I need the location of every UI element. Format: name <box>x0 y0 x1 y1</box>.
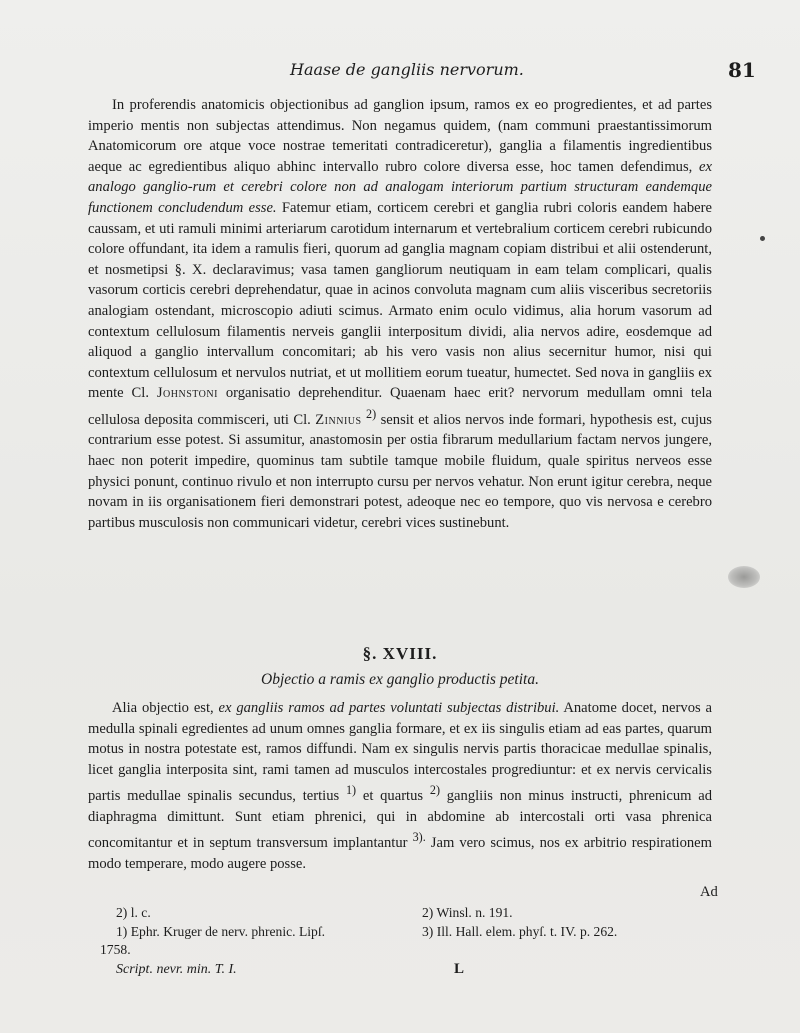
p2-text-d: gangliis non minus instructi, phrenicum ad diaphragma dimittunt. Sunt etiam phrenici, qui in abdomine ab intercostali orti vasa phrenica concomitantur et in septum transversum implantantur <box>88 788 712 852</box>
p1-name-johnstoni: Johnstoni <box>156 385 218 402</box>
paragraph-2-text <box>88 698 712 874</box>
p1-text-a: In proferendis anatomicis objectionibus ad ganglion ipsum, ramos ex eo progredientes, et ad partes imperio mentis non subjectas attendimus. Non negamus quidem, (nam communi praestantissimorum Anatomicorum ore atque voce nostrae temeritati contradiceretur), ganglia a filamentis ingredientibus aeque ac egredientibus aliquo abhinc intervallo rubro colore diversa esse, hoc tamen defendimus, <box>88 97 712 175</box>
paragraph-1-text <box>88 95 712 533</box>
p1-name-zinnius: Zinnius <box>315 411 362 428</box>
p2-footnote-ref-1: 1) <box>345 783 357 798</box>
footnote-left-1: 2) l. c. <box>116 905 151 920</box>
section-subtitle: Objectio a ramis ex ganglio productis petita. <box>261 671 539 688</box>
p2-text-e: Jam vero scimus, nos ex arbitrio respirationem modo temperare, modo augere posse. <box>88 835 713 872</box>
p2-italic-thesis: ex gangliis ramos ad partes voluntati subjectas distribui. <box>218 700 560 716</box>
signature-line: Script. nevr. min. T. I. <box>116 962 237 977</box>
p1-text-d: sensit et alios nervos inde formari, hypothesis est, cujus contrarium esse potest. Si assumitur, anastomosin per ostia fibrarum medullarium factam nervos jungere, haec non poterit impedire, quominus tam subtile tamque mobile fluidum, quale spiritus nerveos esse physici ponunt, continuo rivulo et non interrupto cursu per nervos vehatur. Non erunt igitur cerebra, neque novam in iis organisationem fieri demonstrari potest, adeoque nec eo tempore, quo vis nervosa e cerebro partibus musculosis non communicari videtur, cerebri vices sustinebunt. <box>88 411 712 531</box>
p1-text-c: organisatio deprehenditur. Quaenam haec erit? nervorum medullam omni tela cellulosa deposita commisceri, uti Cl. <box>88 385 712 428</box>
paragraph-objection-colour <box>88 95 712 533</box>
running-head-title: Haase de gangliis nervorum. <box>290 60 524 79</box>
paragraph-objection-rami <box>88 698 712 874</box>
p1-footnote-ref-zinnius: 2) <box>366 406 377 421</box>
footnote-left-2: 1) Ephr. Kruger de nerv. phrenic. Lipſ. <box>116 924 325 939</box>
p2-footnote-ref-3: 3). <box>412 830 426 845</box>
running-head <box>0 58 800 86</box>
p1-italic-thesis: ex analogo ganglio-rum et cerebri colore non ad analogam interiorum partium structuram eandemque functionem concludendum esse. <box>88 158 712 216</box>
page-number: 81 <box>728 58 756 82</box>
footnote-left-2-continuation: 1758. <box>100 942 131 957</box>
section-heading: §. XVIII. <box>362 644 438 663</box>
ink-smudge <box>728 566 760 588</box>
p2-text-a: Alia objectio est, <box>112 700 219 716</box>
p1-text-b: Fatemur etiam, corticem cerebri et ganglia rubri coloris eandem habere caussam, et uti ramuli minimi arteriarum carotidum internarum et vertebralium corticem cerebri rubicundo colore offundant, ita idem a ramulis fieri, quorum ad ganglia magnam copiam distribui et alii ostenderunt, et nosmetipsi §. X. declaravimus; vasa tamen gangliorum neutiquam in eam telam complicari, qualis vasorum corticis cerebri deprehendatur, quae in acinos convoluta magnam cum aliis visceribus secretoriis analogiam ostendant, microscopio adiuti scimus. Armato enim oculo vidimus, alia horum vasorum ad contextum cellulosum filamentis nerveis ganglii interpositum dividi, alia nervos adire, eosdemque ad aliquod a ganglio intervallum concomitari; ab his vero vasis non alius secernitur humor, nisi qui contextum cellulosum et nervulos nutriat, et ut mollitiem eorum tueatur, humectet. Sed nova in gangliis ex mente Cl. <box>88 199 712 402</box>
footnote-right-1: 2) Winsl. n. 191. <box>422 905 513 920</box>
p2-text-b: Anatome docet, nervos a medulla spinali egredientes ad unum omnes ganglia formare, et ex iis singulis etiam ad eas partes, quarum motus in nostra potestate est, ramos diffundi. Nam ex singulis nervis partis thoracicae medullae spinalis, licet ganglia interposita sint, rami tamen ad musculos intercostales progrediuntur: et ex nervis cervicalis partis medullae spinalis secundus, tertius <box>88 700 712 805</box>
sheet-mark: L <box>454 961 465 977</box>
p2-footnote-ref-2: 2) <box>429 783 440 798</box>
catchword: Ad <box>700 884 718 900</box>
footnote-right-2: 3) Ill. Hall. elem. phyſ. t. IV. p. 262. <box>422 924 618 939</box>
ink-dot <box>760 236 765 241</box>
p2-text-c: et quartus <box>356 788 430 805</box>
